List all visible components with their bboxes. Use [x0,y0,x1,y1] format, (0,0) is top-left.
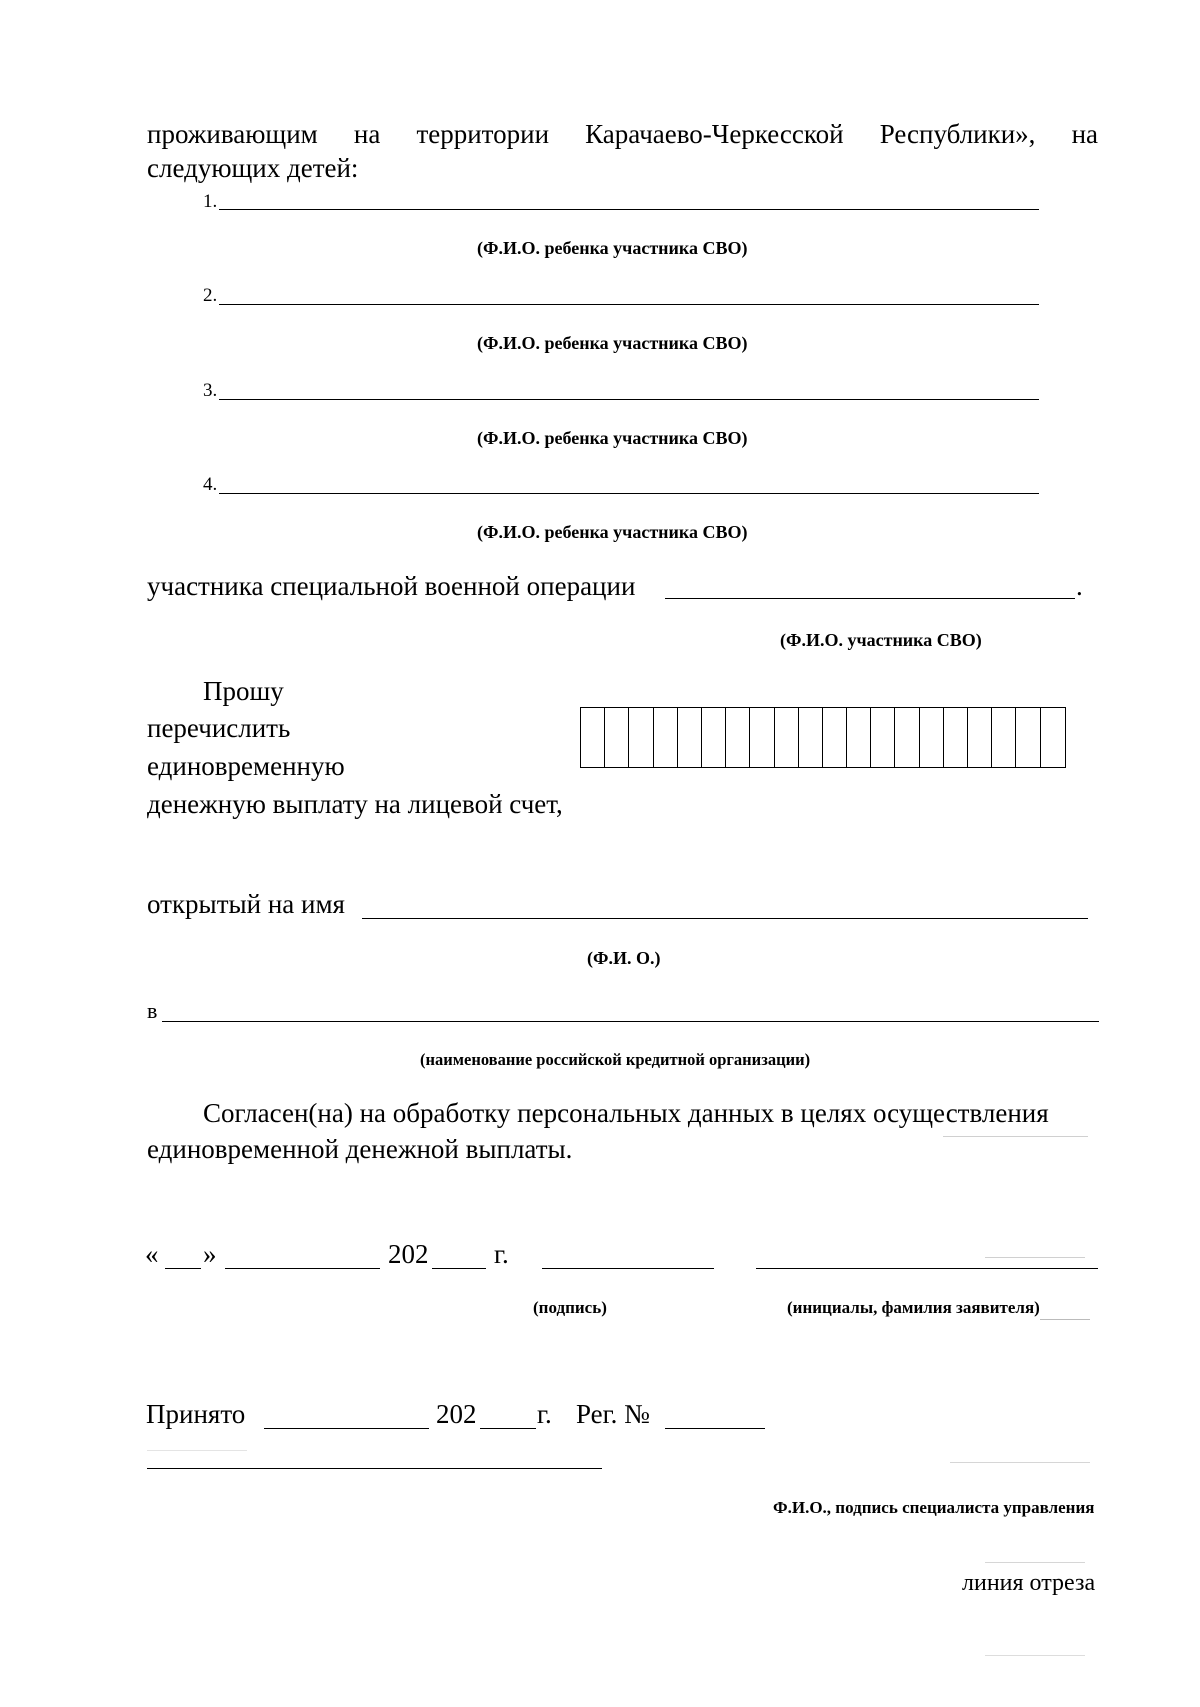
account-digit-cell[interactable] [629,708,653,767]
bank-caption: (наименование российской кредитной организации) [420,1050,811,1069]
accepted-label: Принято [146,1399,246,1429]
intro-word: Карачаево-Черкесской [585,119,844,149]
specialist-caption: Ф.И.О., подпись специалиста управления [773,1498,1095,1517]
date-open-quote: « [145,1239,159,1269]
request-line-1: Прошу [203,676,284,706]
date-year-suffix: г. [494,1239,509,1269]
request-line-3: единовременную [147,751,345,781]
account-digit-cell[interactable] [605,708,629,767]
child-name-field[interactable] [219,493,1039,494]
intro-word: на [1071,119,1098,149]
day-field[interactable] [165,1268,201,1269]
child-number: 4. [203,474,218,495]
account-holder-caption: (Ф.И. О.) [587,948,661,968]
accepted-year-suffix: г. [537,1399,552,1429]
account-number-boxes[interactable] [580,707,1066,768]
child-caption: (Ф.И.О. ребенка участника СВО) [477,333,748,353]
account-holder-field[interactable] [362,918,1088,919]
account-digit-cell[interactable] [871,708,895,767]
consent-line-2: единовременной денежной выплаты. [147,1134,573,1164]
specialist-field[interactable] [147,1468,602,1469]
account-digit-cell[interactable] [726,708,750,767]
bank-name-field[interactable] [162,1021,1099,1022]
participant-caption: (Ф.И.О. участника СВО) [780,630,982,650]
participant-label: участника специальной военной операции [147,571,636,601]
year-field[interactable] [432,1268,486,1269]
child-name-field[interactable] [219,399,1039,400]
date-year-prefix: 202 [388,1239,429,1269]
accepted-year-field[interactable] [480,1428,536,1429]
child-number: 3. [203,380,218,401]
intro-line-1 [147,118,1098,150]
accepted-date-field[interactable] [264,1428,429,1429]
account-digit-cell[interactable] [968,708,992,767]
child-number: 2. [203,285,218,306]
participant-name-field[interactable] [665,598,1075,599]
signature-field[interactable] [542,1268,714,1269]
account-digit-cell[interactable] [823,708,847,767]
account-holder-label: открытый на имя [147,889,345,919]
account-digit-cell[interactable] [678,708,702,767]
child-name-field[interactable] [219,304,1039,305]
child-caption: (Ф.И.О. ребенка участника СВО) [477,522,748,542]
participant-end-mark: . [1076,571,1083,601]
request-line-2: перечислить [147,713,291,743]
child-caption: (Ф.И.О. ребенка участника СВО) [477,428,748,448]
account-digit-cell[interactable] [944,708,968,767]
intro-line-2: следующих детей: [147,153,359,183]
month-field[interactable] [225,1268,380,1269]
intro-word: на [353,119,381,149]
account-digit-cell[interactable] [1041,708,1065,767]
cut-line-label: линия отреза [962,1570,1096,1596]
account-digit-cell[interactable] [1016,708,1040,767]
signature-caption: (подпись) [533,1298,607,1317]
child-caption: (Ф.И.О. ребенка участника СВО) [477,238,748,258]
account-digit-cell[interactable] [920,708,944,767]
applicant-name-caption: (инициалы, фамилия заявителя) [787,1298,1040,1317]
request-line-4: денежную выплату на лицевой счет, [147,789,563,819]
reg-number-field[interactable] [665,1428,765,1429]
accepted-year-prefix: 202 [436,1399,477,1429]
account-digit-cell[interactable] [750,708,774,767]
intro-word: территории [416,119,550,149]
consent-line-1: Согласен(на) на обработку персональных данных в целях осуществления [203,1098,1049,1128]
reg-number-label: Рег. № [576,1399,650,1429]
account-digit-cell[interactable] [895,708,919,767]
intro-word: Республики», [879,119,1036,149]
account-digit-cell[interactable] [581,708,605,767]
child-name-field[interactable] [219,209,1039,210]
account-digit-cell[interactable] [775,708,799,767]
date-close-quote: » [203,1239,217,1269]
account-digit-cell[interactable] [702,708,726,767]
applicant-name-field[interactable] [756,1268,1098,1269]
bank-label: в [147,998,158,1023]
account-digit-cell[interactable] [799,708,823,767]
account-digit-cell[interactable] [847,708,871,767]
intro-word: проживающим [147,119,318,149]
account-digit-cell[interactable] [654,708,678,767]
child-number: 1. [203,191,218,212]
account-digit-cell[interactable] [992,708,1016,767]
